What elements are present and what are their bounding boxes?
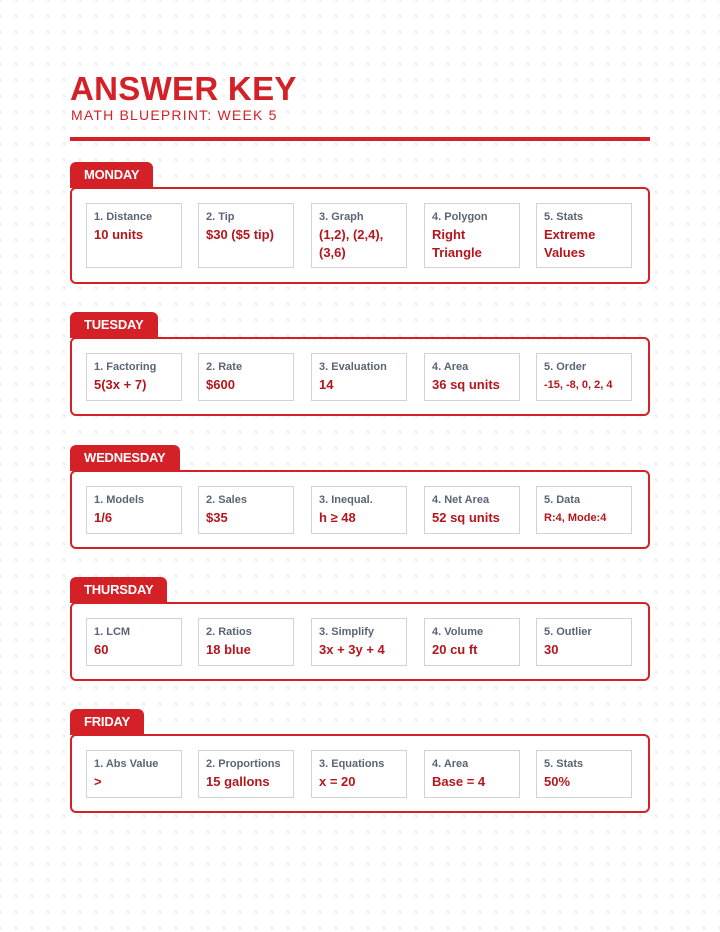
answer-value: $30 ($5 tip) bbox=[206, 227, 274, 242]
question-label: 1. LCM bbox=[94, 626, 131, 638]
day-tab: WEDNESDAY bbox=[70, 445, 180, 471]
question-label: 2. Proportions bbox=[206, 758, 281, 770]
day-tab: FRIDAY bbox=[70, 709, 144, 735]
answer-card bbox=[424, 618, 520, 666]
question-label: 4. Net Area bbox=[432, 494, 490, 506]
answer-card bbox=[424, 750, 520, 798]
answer-card bbox=[311, 203, 407, 268]
answer-value: 20 cu ft bbox=[432, 642, 478, 657]
header-divider bbox=[70, 137, 650, 141]
answer-value: 36 sq units bbox=[432, 377, 500, 392]
answer-value: > bbox=[94, 774, 102, 789]
answer-value: h ≥ 48 bbox=[319, 510, 356, 525]
question-label: 4. Polygon bbox=[432, 211, 488, 223]
answer-card bbox=[198, 486, 294, 534]
answer-card bbox=[311, 353, 407, 401]
page-title: ANSWER KEY bbox=[70, 70, 297, 107]
answer-card bbox=[311, 486, 407, 534]
answer-card bbox=[536, 486, 632, 534]
answer-value: 10 units bbox=[94, 227, 144, 242]
answer-card bbox=[536, 618, 632, 666]
answer-card bbox=[311, 750, 407, 798]
answer-card bbox=[86, 750, 182, 798]
question-label: 2. Tip bbox=[206, 211, 235, 223]
answers-panel bbox=[70, 470, 650, 549]
day-tab: MONDAY bbox=[70, 162, 153, 188]
question-label: 3. Inequal. bbox=[319, 494, 373, 506]
answer-value: 60 bbox=[94, 642, 109, 657]
question-label: 3. Equations bbox=[319, 758, 385, 770]
answer-value: 5(3x + 7) bbox=[94, 377, 147, 392]
answer-card bbox=[86, 203, 182, 268]
page-subtitle: MATH BLUEPRINT: WEEK 5 bbox=[71, 107, 278, 123]
answer-card bbox=[536, 203, 632, 268]
answers-panel bbox=[70, 337, 650, 416]
question-label: 2. Sales bbox=[206, 494, 247, 506]
question-label: 1. Models bbox=[94, 494, 145, 506]
question-label: 1. Abs Value bbox=[94, 758, 159, 770]
answer-card bbox=[198, 750, 294, 798]
answer-value: 50% bbox=[544, 774, 571, 789]
question-label: 1. Factoring bbox=[94, 361, 157, 373]
answer-value: 15 gallons bbox=[206, 774, 270, 789]
answer-card bbox=[86, 618, 182, 666]
answer-value: $35 bbox=[206, 510, 228, 525]
question-label: 4. Volume bbox=[432, 626, 484, 638]
answer-card bbox=[311, 618, 407, 666]
answers-panel bbox=[70, 734, 650, 813]
question-label: 5. Data bbox=[544, 494, 581, 506]
answers-panel bbox=[70, 187, 650, 284]
answer-value: (1,2), (2,4), (3,6) bbox=[319, 227, 384, 260]
question-label: 3. Simplify bbox=[319, 626, 375, 638]
answer-card bbox=[424, 353, 520, 401]
day-tab: TUESDAY bbox=[70, 312, 158, 338]
answer-card bbox=[86, 353, 182, 401]
question-label: 3. Graph bbox=[319, 211, 364, 223]
answer-value: 52 sq units bbox=[432, 510, 500, 525]
answer-value: Base = 4 bbox=[432, 774, 486, 789]
answer-value: 3x + 3y + 4 bbox=[319, 642, 385, 657]
answer-card bbox=[536, 750, 632, 798]
answer-value: -15, -8, 0, 2, 4 bbox=[544, 379, 613, 391]
answer-card bbox=[424, 203, 520, 268]
day-tab: THURSDAY bbox=[70, 577, 167, 603]
answer-value: 18 blue bbox=[206, 642, 251, 657]
question-label: 5. Stats bbox=[544, 758, 584, 770]
answer-card bbox=[86, 486, 182, 534]
question-label: 5. Order bbox=[544, 361, 587, 373]
answer-value: 30 bbox=[544, 642, 559, 657]
answer-card bbox=[198, 203, 294, 268]
answer-value: 1/6 bbox=[94, 510, 113, 525]
answer-card bbox=[198, 353, 294, 401]
answer-value: 14 bbox=[319, 377, 334, 392]
question-label: 4. Area bbox=[432, 758, 469, 770]
answer-value: x = 20 bbox=[319, 774, 356, 789]
question-label: 1. Distance bbox=[94, 211, 153, 223]
question-label: 4. Area bbox=[432, 361, 469, 373]
answer-value: R:4, Mode:4 bbox=[544, 512, 607, 524]
answer-value: Extreme Values bbox=[544, 227, 596, 260]
answer-value: Right Triangle bbox=[432, 227, 482, 260]
answer-card bbox=[536, 353, 632, 401]
answer-card bbox=[424, 486, 520, 534]
answer-card bbox=[198, 618, 294, 666]
question-label: 3. Evaluation bbox=[319, 361, 387, 373]
question-label: 5. Outlier bbox=[544, 626, 592, 638]
answer-value: $600 bbox=[206, 377, 235, 392]
question-label: 2. Rate bbox=[206, 361, 243, 373]
question-label: 5. Stats bbox=[544, 211, 584, 223]
answers-panel bbox=[70, 602, 650, 681]
question-label: 2. Ratios bbox=[206, 626, 252, 638]
